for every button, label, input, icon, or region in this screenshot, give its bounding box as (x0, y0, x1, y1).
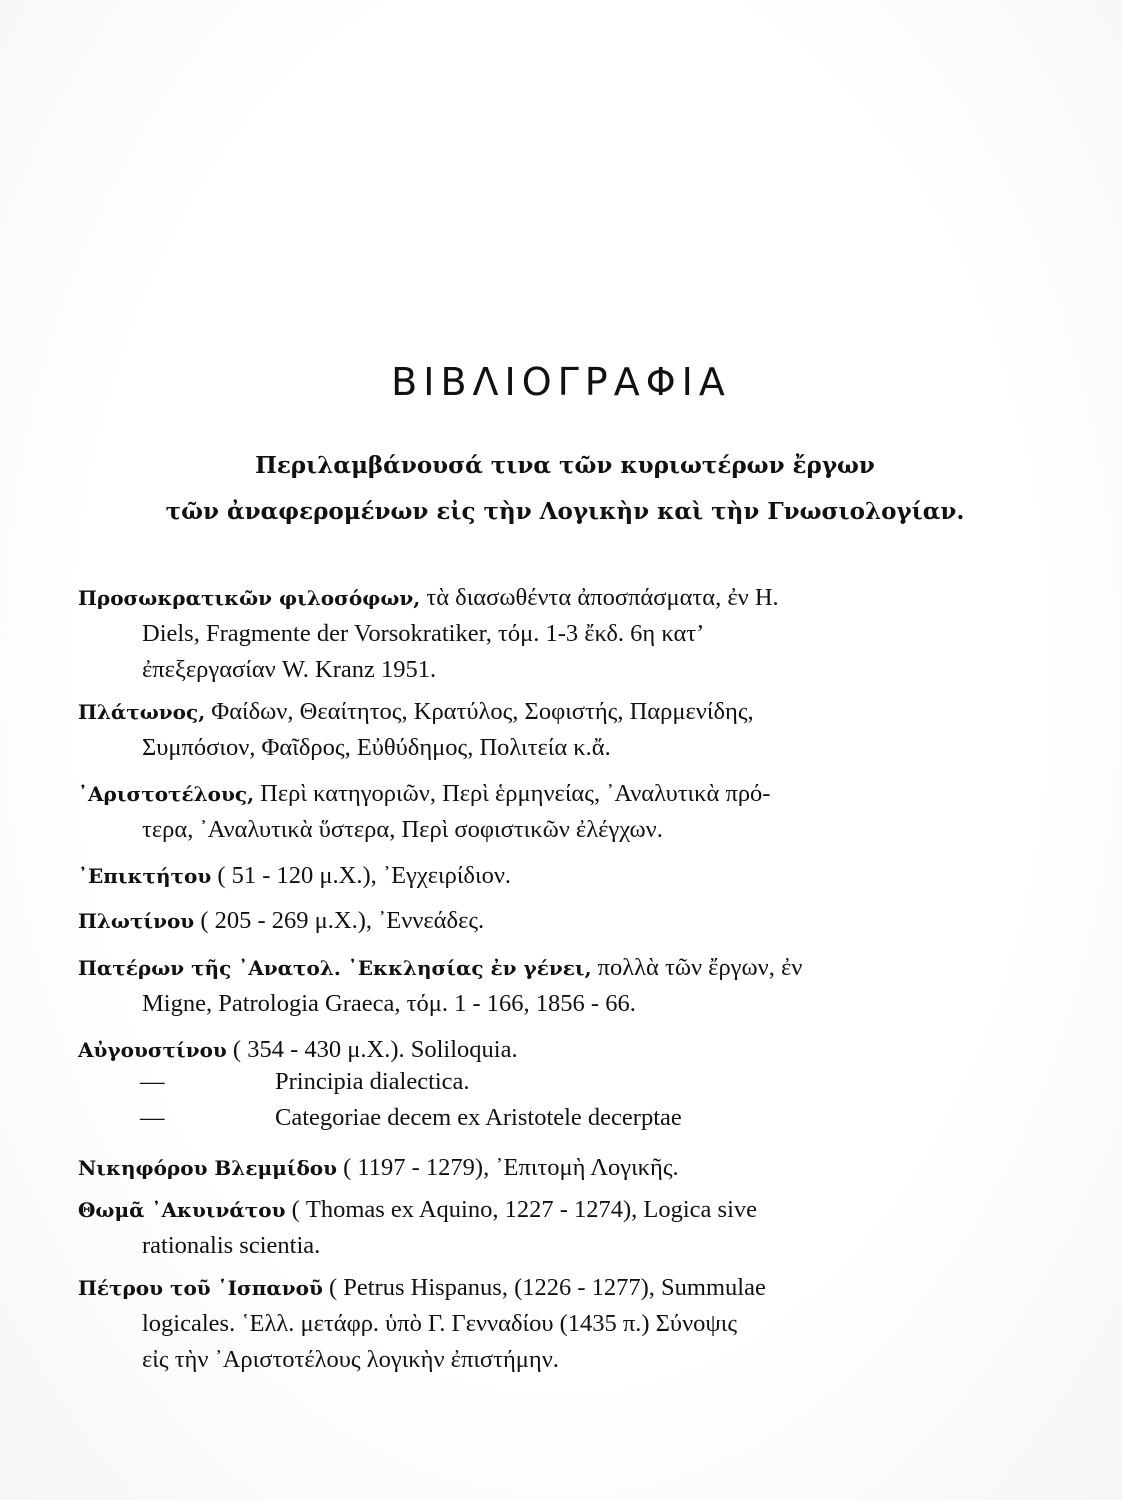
entry-author: Πέτρου τοῦ ῾Ισπανοῦ (78, 1276, 323, 1300)
entry-author: Πλάτωνος, (78, 700, 206, 724)
bibliography-entry (78, 950, 968, 1022)
entry-text: Migne, Patrologia Graeca, τόμ. 1 - 166, 1856 - 66. (142, 990, 636, 1017)
entry-text: εἰς τὴν ᾿Αριστοτέλους λογικὴν ἐπιστήμην. (142, 1346, 559, 1373)
bibliography-entry (78, 858, 968, 894)
bibliography-subentry (140, 1068, 970, 1096)
entry-text: Περὶ κατηγοριῶν, Περὶ ἑρμηνείας, ᾿Αναλυτικὰ πρό- (254, 780, 771, 807)
bibliography-subentry (140, 1104, 970, 1132)
entry-author: Θωμᾶ ᾿Ακυινάτου (78, 1198, 286, 1222)
entry-author: Πλωτίνου (78, 909, 195, 933)
entry-author: Νικηφόρου Βλεμμίδου (78, 1156, 338, 1180)
entry-author: Αὐγουστίνου (78, 1038, 227, 1062)
page-title: ΒΙΒΛΙΟΓΡΑΦΙΑ (391, 360, 731, 404)
bibliography-entry (78, 694, 968, 766)
entry-text: Φαίδων, Θεαίτητος, Κρατύλος, Σοφιστής, Παρμενίδης, (205, 698, 754, 725)
subtitle-line-1: Περιλαμβάνουσά τινα τῶν κυριωτέρων ἔργων (255, 452, 875, 479)
entry-text: logicales. ῾Ελλ. μετάφρ. ὑπὸ Γ. Γενναδίου (1435 π.) Σύνοψις (142, 1310, 738, 1337)
bibliography-entry (78, 1270, 968, 1378)
entry-text: Categoriae decem ex Aristotele decerptae (275, 1104, 682, 1131)
subtitle-line-2: τῶν ἀναφερομένων εἰς τὴν Λογικὴν καὶ τὴν Γνωσιολογίαν. (165, 498, 965, 525)
entry-text: ( 51 - 120 μ.Χ.), ᾿Εγχειρίδιον. (211, 862, 512, 889)
entry-text: Diels, Fragmente der Vorsokratiker, τόμ. 1-3 ἔκδ. 6η κατ’ (142, 620, 705, 647)
entry-author: Προσωκρατικῶν φιλοσόφων, (78, 586, 421, 610)
bibliography-entry (78, 1032, 968, 1068)
entry-author: ᾿Αριστοτέλους, (78, 782, 255, 806)
entry-text: ( 1197 - 1279), ᾿Επιτομὴ Λογικῆς. (337, 1154, 679, 1181)
bibliography-entry (78, 1150, 968, 1186)
entry-text: rationalis scientia. (142, 1232, 321, 1259)
entry-author: Πατέρων τῆς ᾿Ανατολ. ᾿Εκκλησίας ἐν γένει, (78, 956, 592, 980)
entry-text: ( Thomas ex Aquino, 1227 - 1274), Logica sive (285, 1196, 758, 1223)
entry-text: τὰ διασωθέντα ἀποσπάσματα, ἐν Η. (420, 584, 779, 611)
entry-text: ( 354 - 430 μ.Χ.). Soliloquia. (226, 1036, 518, 1063)
bibliography-entry (78, 776, 968, 848)
entry-text: ἐπεξεργασίαν W. Kranz 1951. (142, 656, 437, 683)
entry-text: Συμπόσιον, Φαῖδρος, Εὐθύδημος, Πολιτεία κ.ἄ. (142, 734, 611, 761)
dash-marker: — (140, 1068, 165, 1095)
bibliography-entry (78, 1192, 968, 1264)
entry-text: ( Petrus Hispanus, (1226 - 1277), Summulae (322, 1274, 766, 1301)
bibliography-entry (78, 580, 968, 688)
entry-text: ( 205 - 269 μ.Χ.), ᾿Εννεάδες. (194, 907, 485, 934)
dash-marker: — (140, 1104, 165, 1131)
entry-author: ᾿Επικτήτου (78, 864, 212, 888)
entry-text: πολλὰ τῶν ἔργων, ἐν (591, 954, 803, 981)
bibliography-entry (78, 903, 968, 939)
entry-text: Principia dialectica. (275, 1068, 470, 1095)
entry-text: τερα, ᾿Αναλυτικὰ ὕστερα, Περὶ σοφιστικῶν ἐλέγχων. (142, 816, 663, 843)
